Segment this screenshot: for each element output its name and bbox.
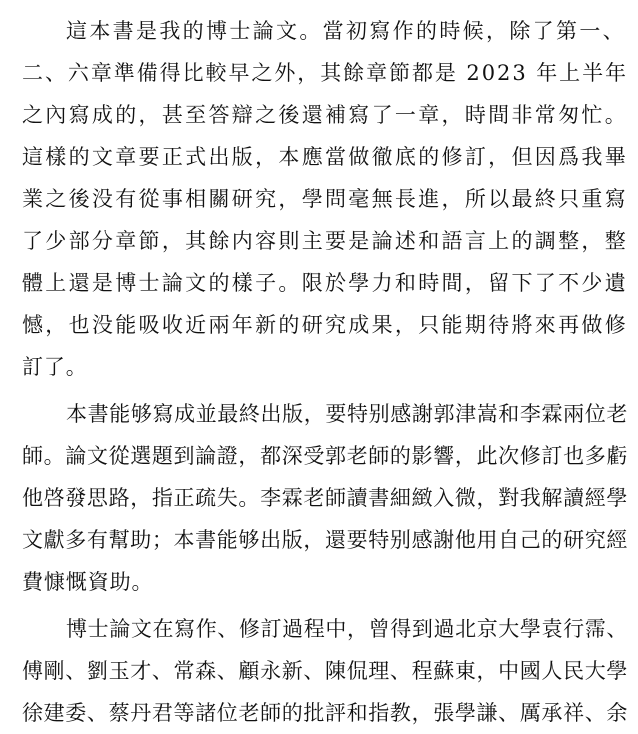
- text-line-14: 費慷慨資助。: [22, 570, 154, 594]
- text-line-5: 業之後没有從事相關研究，學問毫無長進，所以最終只重寫: [22, 187, 628, 211]
- text-line-12: 他啓發思路，指正疏失。李霖老師讀書細緻入微，對我解讀經學: [22, 486, 628, 510]
- text-line-1: 這本書是我的博士論文。當初寫作的時候，除了第一、: [66, 19, 626, 43]
- text-line-6: 了少部分章節，其餘内容則主要是論述和語言上的調整，整: [22, 229, 628, 253]
- text-line-4: 這樣的文章要正式出版，本應當做徹底的修訂，但因爲我畢: [22, 145, 628, 169]
- text-line-2: 二、六章準備得比較早之外，其餘章節都是 2023 年上半年: [22, 61, 628, 85]
- text-line-7: 體上還是博士論文的樣子。限於學力和時間，留下了不少遺: [22, 271, 628, 295]
- text-line-3: 之內寫成的，甚至答辯之後還補寫了一章，時間非常匆忙。: [22, 103, 628, 127]
- text-line-10: 本書能够寫成並最終出版，要特别感謝郭津嵩和李霖兩位老: [66, 402, 628, 426]
- text-line-11: 師。論文從選題到論證，都深受郭老師的影響，此次修訂也多虧: [22, 444, 628, 468]
- text-line-15: 博士論文在寫作、修訂過程中，曾得到過北京大學袁行霈、: [66, 617, 628, 641]
- text-line-17: 徐建委、蔡丹君等諸位老師的批評和指教，張學謙、厲承祥、余: [22, 701, 628, 725]
- text-line-16: 傅剛、劉玉才、常森、顧永新、陳侃理、程蘇東，中國人民大學: [22, 659, 628, 683]
- text-line-8: 憾，也没能吸收近兩年新的研究成果，只能期待將來再做修: [22, 313, 628, 337]
- text-line-13: 文獻多有幫助；本書能够出版，還要特别感謝他用自己的研究經: [22, 528, 628, 552]
- text-line-9: 訂了。: [22, 355, 88, 379]
